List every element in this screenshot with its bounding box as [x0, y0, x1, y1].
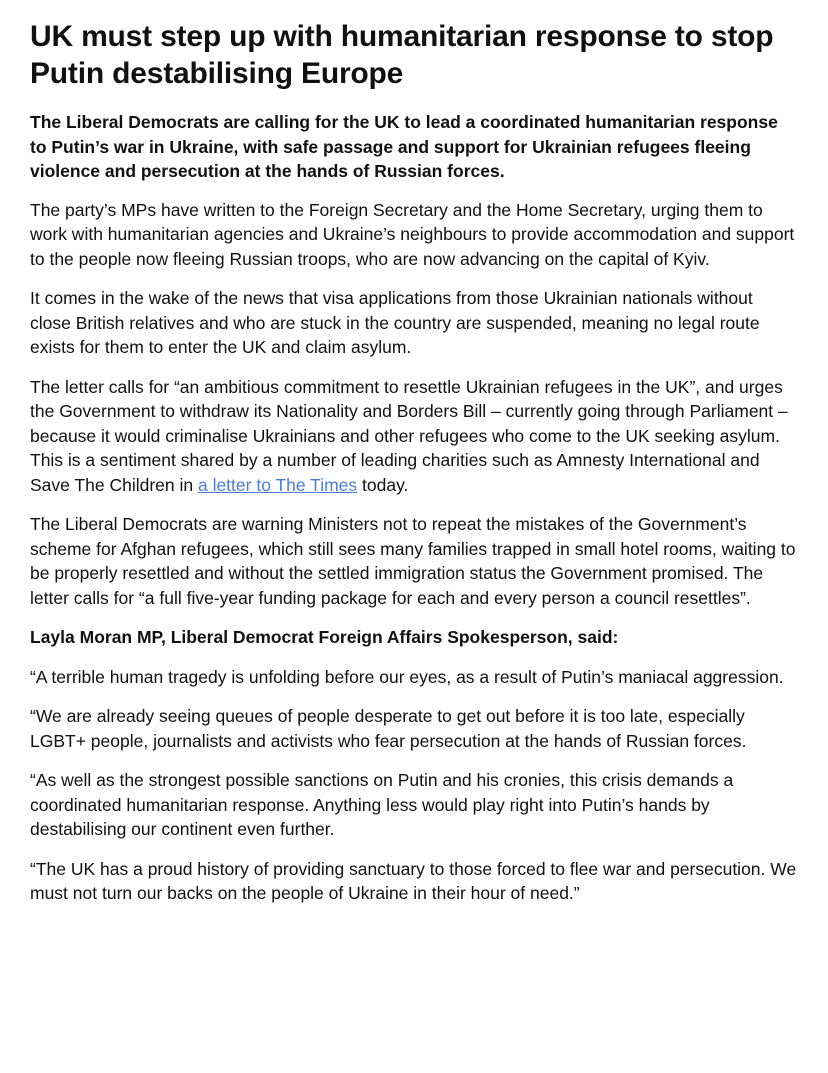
body-paragraph-3 — [30, 375, 798, 498]
body-paragraph-4: The Liberal Democrats are warning Ministers not to repeat the mistakes of the Government’s scheme for Afghan refugees, which still sees many families trapped in small hotel rooms, waiting to be properly resettled and without the settled immigration status the Government promised. The letter calls for “a full five-year funding package for each and every person a council resettles”. — [30, 514, 796, 608]
paragraph-3-text-before-link: The letter calls for “an ambitious commitment to resettle Ukrainian refugees in the UK”, and urges the Government to withdraw its Nationality and Borders Bill – currently going through Parliament – because it would criminalise Ukrainians and other refugees who come to the UK seeking asylum. This is a sentiment shared by a number of leading charities such as Amnesty International and Save The Children in — [30, 376, 788, 495]
times-letter-link[interactable]: a letter to The Times — [197, 474, 358, 495]
quote-paragraph-4: “The UK has a proud history of providing sanctuary to those forced to flee war and persecution. We must not turn our backs on the people of Ukraine in their hour of need.” — [30, 858, 797, 903]
spokesperson-attribution: Layla Moran MP, Liberal Democrat Foreign Affairs Spokesperson, said: — [30, 627, 619, 647]
body-paragraph-1: The party’s MPs have written to the Foreign Secretary and the Home Secretary, urging them to work with humanitarian agencies and Ukraine’s neighbours to provide accommodation and support to the people now fleeing Russian troops, who are now advancing on the capital of Kyiv. — [30, 199, 795, 269]
lead-paragraph: The Liberal Democrats are calling for the UK to lead a coordinated humanitarian response to Putin’s war in Ukraine, with safe passage and support for Ukrainian refugees fleeing violence and persecution at the hands of Russian forces. — [30, 112, 778, 181]
paragraph-3-text-after-link: today. — [357, 474, 409, 495]
quote-paragraph-1: “A terrible human tragedy is unfolding before our eyes, as a result of Putin’s maniacal aggression. — [30, 666, 784, 687]
headline: UK must step up with humanitarian response to stop Putin destabilising Europe — [30, 20, 774, 90]
quote-paragraph-2: “We are already seeing queues of people desperate to get out before it is too late, especially LGBT+ people, journalists and activists who fear persecution at the hands of Russian forces. — [30, 706, 747, 751]
quote-paragraph-3: “As well as the strongest possible sanctions on Putin and his cronies, this crisis demands a coordinated humanitarian response. Anything less would play right into Putin’s hands by destabilising our continent even further. — [30, 770, 734, 839]
body-paragraph-2: It comes in the wake of the news that visa applications from those Ukrainian nationals without close British relatives and who are stuck in the country are suspended, meaning no legal route exists for them to enter the UK and claim asylum. — [30, 288, 760, 357]
